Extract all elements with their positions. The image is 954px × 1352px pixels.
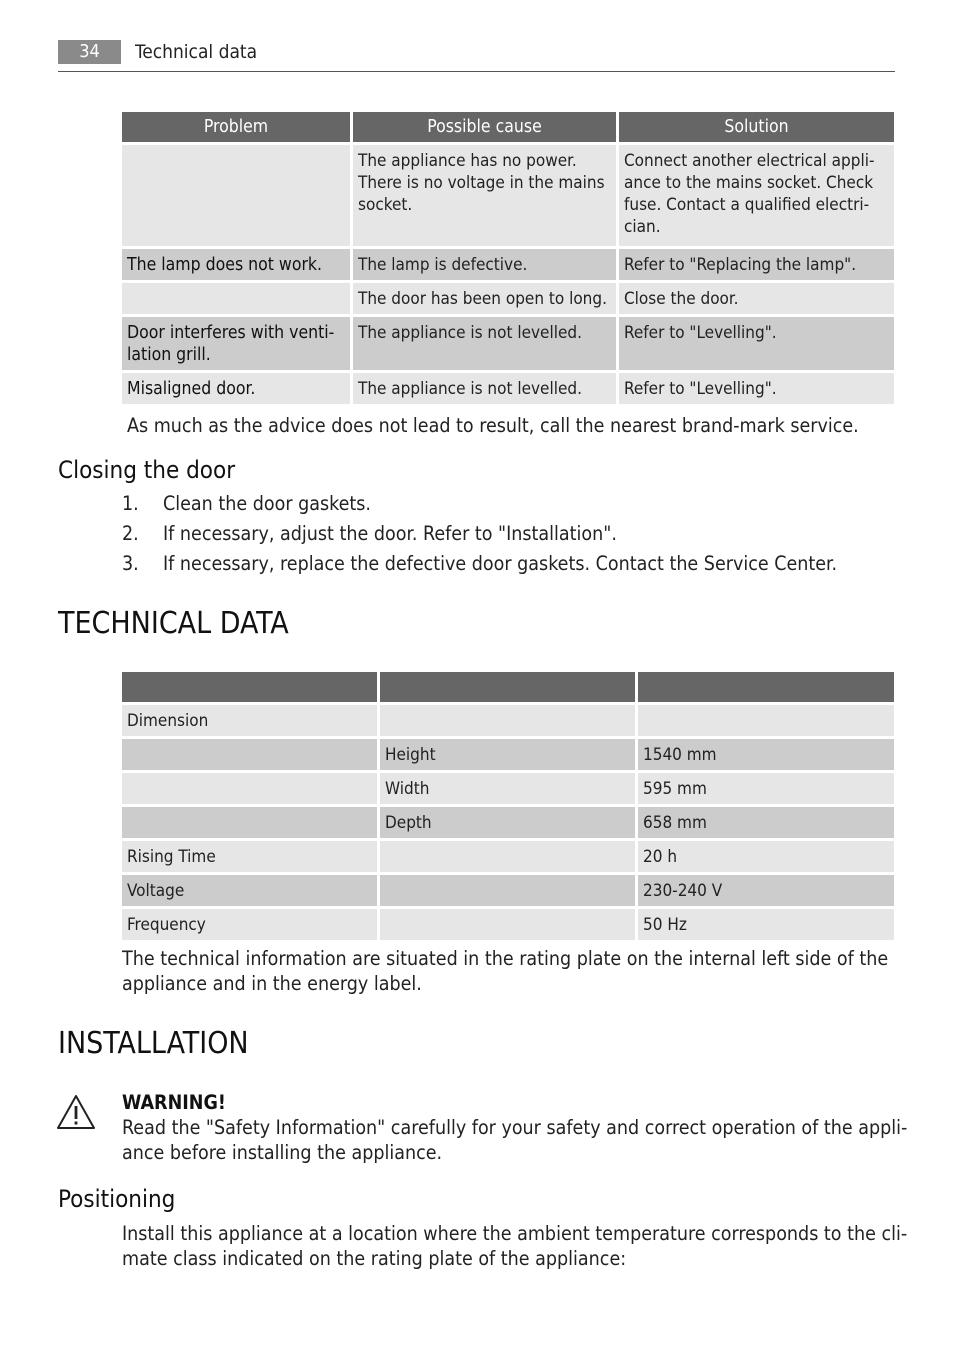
spec-label: Dimension (122, 705, 377, 736)
technical-data-heading: TECHNICAL DATA (58, 606, 289, 641)
step-text: Clean the door gaskets. (163, 492, 371, 515)
warning-icon (56, 1094, 96, 1130)
technical-note-line-1: The technical information are situated in the rating plate on the internal left side of the (122, 947, 889, 970)
running-title: Technical data (135, 41, 258, 63)
step-number: 3. (122, 552, 139, 575)
warning-text-line-2: ance before installing the appliance. (122, 1141, 443, 1164)
positioning-heading: Positioning (58, 1185, 176, 1213)
spec-label (122, 773, 377, 804)
cause-cell: The appliance is not levelled. (353, 373, 616, 404)
problem-cell: Door interferes with venti-lation grill. (122, 317, 350, 370)
column-header-cause: Possible cause (353, 112, 616, 142)
cause-cell: The lamp is defective. (353, 249, 616, 280)
solution-cell: Refer to "Levelling". (619, 317, 894, 370)
table-row (122, 249, 894, 280)
column-header (122, 672, 377, 702)
spec-sublabel: Width (380, 773, 635, 804)
spec-label: Rising Time (122, 841, 377, 872)
problem-cell: The lamp does not work. (122, 249, 350, 280)
technical-data-table (119, 669, 897, 943)
installation-heading: INSTALLATION (58, 1026, 249, 1061)
problem-cell (122, 283, 350, 314)
spec-sublabel (380, 909, 635, 940)
table-row (122, 739, 894, 770)
spec-label: Voltage (122, 875, 377, 906)
problem-cell (122, 145, 350, 246)
solution-cell: Connect another electrical appli-ance to the mains socket. Check fuse. Contact a qualified electri-cian. (619, 145, 894, 246)
warning-title: WARNING! (122, 1091, 226, 1114)
spec-sublabel: Depth (380, 807, 635, 838)
spec-value: 230-240 V (638, 875, 894, 906)
warning-text-line-1: Read the "Safety Information" carefully for your safety and correct operation of the appli- (122, 1116, 908, 1139)
spec-label: Frequency (122, 909, 377, 940)
technical-note-line-2: appliance and in the energy label. (122, 972, 422, 995)
solution-cell: Refer to "Replacing the lamp". (619, 249, 894, 280)
cause-cell: The door has been open to long. (353, 283, 616, 314)
spec-sublabel (380, 705, 635, 736)
spec-sublabel (380, 841, 635, 872)
service-note: As much as the advice does not lead to result, call the nearest brand-mark service. (127, 414, 859, 437)
table-row (122, 875, 894, 906)
spec-value: 20 h (638, 841, 894, 872)
solution-cell: Close the door. (619, 283, 894, 314)
spec-sublabel (380, 875, 635, 906)
table-row (122, 841, 894, 872)
table-row (122, 283, 894, 314)
spec-value: 658 mm (638, 807, 894, 838)
step-text: If necessary, adjust the door. Refer to "Installation". (163, 522, 617, 545)
table-row (122, 317, 894, 370)
column-header-solution: Solution (619, 112, 894, 142)
spec-sublabel: Height (380, 739, 635, 770)
cause-cell: The appliance has no power. There is no voltage in the mains socket. (353, 145, 616, 246)
step-number: 2. (122, 522, 139, 545)
troubleshooting-table (119, 109, 897, 407)
table-row (122, 705, 894, 736)
step-number: 1. (122, 492, 139, 515)
positioning-text-line-2: mate class indicated on the rating plate of the appliance: (122, 1247, 627, 1270)
page-header (58, 40, 895, 72)
closing-door-heading: Closing the door (58, 456, 236, 484)
column-header-problem: Problem (122, 112, 350, 142)
spec-label (122, 807, 377, 838)
cause-cell: The appliance is not levelled. (353, 317, 616, 370)
table-row (122, 373, 894, 404)
spec-value: 595 mm (638, 773, 894, 804)
table-row (122, 773, 894, 804)
table-row (122, 909, 894, 940)
page-number: 34 (58, 40, 121, 64)
spec-value: 1540 mm (638, 739, 894, 770)
spec-value (638, 705, 894, 736)
problem-cell: Misaligned door. (122, 373, 350, 404)
column-header (380, 672, 635, 702)
table-row (122, 807, 894, 838)
step-text: If necessary, replace the defective door gaskets. Contact the Service Center. (163, 552, 838, 575)
solution-cell: Refer to "Levelling". (619, 373, 894, 404)
spec-label (122, 739, 377, 770)
table-row (122, 145, 894, 246)
column-header (638, 672, 894, 702)
positioning-text-line-1: Install this appliance at a location where the ambient temperature corresponds to the cli- (122, 1222, 908, 1245)
spec-value: 50 Hz (638, 909, 894, 940)
